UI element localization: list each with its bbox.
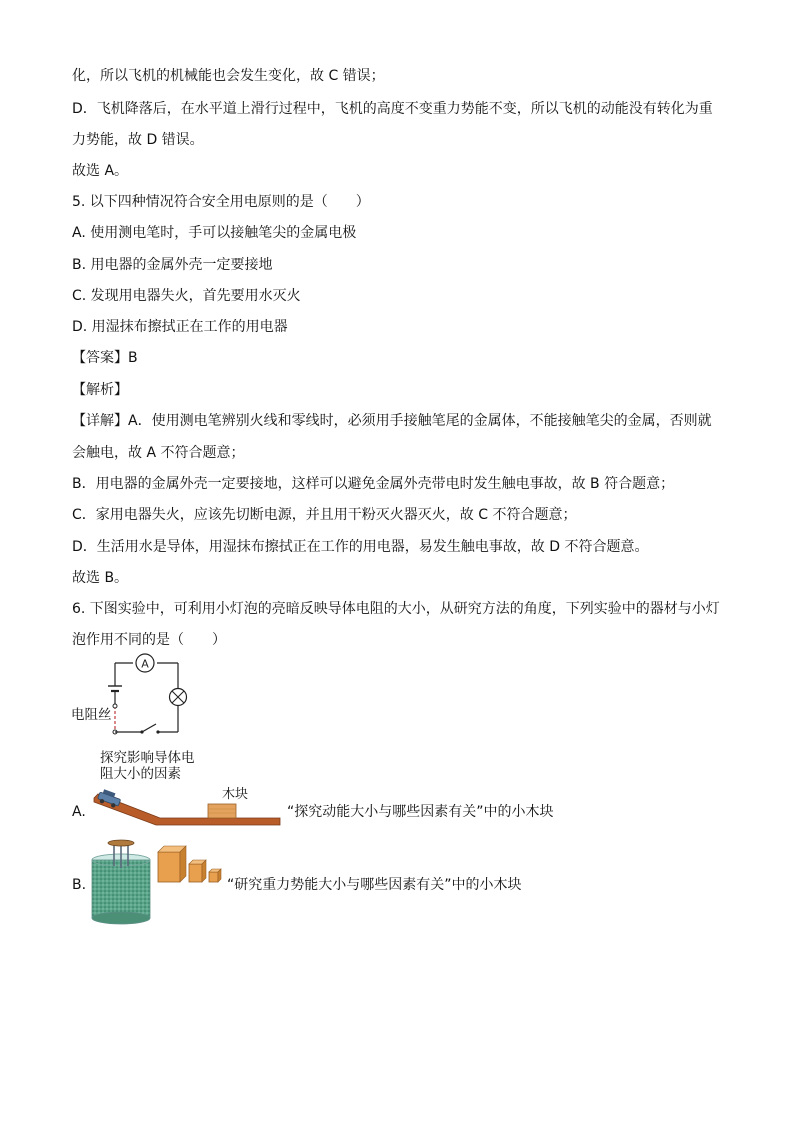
option-b-letter: B. — [72, 877, 87, 893]
wood-block-icon — [209, 872, 218, 882]
wood-block-icon — [208, 804, 236, 818]
figure-caption: 探究影响导体电 — [100, 750, 195, 766]
option-a-letter: A. — [72, 804, 86, 820]
text-line: D．飞机降落后，在水平道上滑行过程中，飞机的高度不变重力势能不变，所以飞机的动能没有转化为重 — [72, 101, 713, 117]
text-line: 泡作用不同的是（ ） — [72, 632, 226, 648]
text-line: 会触电，故 A 不符合题意； — [72, 445, 245, 461]
text-line: D．生活用水是导体，用湿抹布擦拭正在工作的用电器，易发生触电事故，故 D 不符合题意。 — [72, 539, 649, 555]
figure-caption: 阻大小的因素 — [100, 766, 181, 782]
text-line: 【详解】A．使用测电笔辨别火线和零线时，必须用手接触笔尾的金属体，不能接触笔尖的金属，否则就 — [72, 413, 712, 429]
option-line: A. 使用测电笔时，手可以接触笔尖的金属电极 — [72, 225, 357, 241]
text-line: B．用电器的金属外壳一定要接地，这样可以避免金属外壳带电时发生触电事故，故 B 符合题意； — [72, 476, 675, 492]
option-line: B. 用电器的金属外壳一定要接地 — [72, 257, 273, 273]
text-line: 化，所以飞机的机械能也会发生变化，故 C 错误； — [72, 68, 385, 84]
ammeter-symbol: A — [141, 657, 149, 671]
option-line: D. 用湿抹布擦拭正在工作的用电器 — [72, 319, 288, 335]
block-label: 木块 — [222, 787, 249, 802]
text-line: 力势能，故 D 错误。 — [72, 132, 204, 148]
text-line: 故选 B。 — [72, 570, 129, 586]
option-line: C. 发现用电器失火，首先要用水灭火 — [72, 288, 301, 304]
wire-label: 电阻丝 — [71, 707, 112, 723]
sand-tank-figure — [88, 838, 226, 926]
wood-block-icon — [158, 852, 180, 882]
analysis-label: 【解析】 — [72, 382, 128, 398]
circuit-diagram — [90, 650, 200, 740]
question-6: 6. 下图实验中，可利用小灯泡的亮暗反映导体电阻的大小，从研究方法的角度，下列实验中的器材与小灯 — [72, 601, 720, 617]
text-line: C．家用电器失火，应该先切断电源，并且用干粉灭火器灭火，故 C 不符合题意； — [72, 507, 577, 523]
ramp-figure — [90, 784, 286, 834]
wood-block-icon — [189, 864, 202, 882]
option-b-text: “研究重力势能大小与哪些因素有关”中的小木块 — [227, 877, 522, 893]
answer-label: 【答案】B — [72, 350, 138, 366]
question-5: 5. 以下四种情况符合安全用电原则的是（ ） — [72, 194, 370, 210]
text-line: 故选 A。 — [72, 163, 129, 179]
option-a-text: “探究动能大小与哪些因素有关”中的小木块 — [287, 804, 554, 820]
